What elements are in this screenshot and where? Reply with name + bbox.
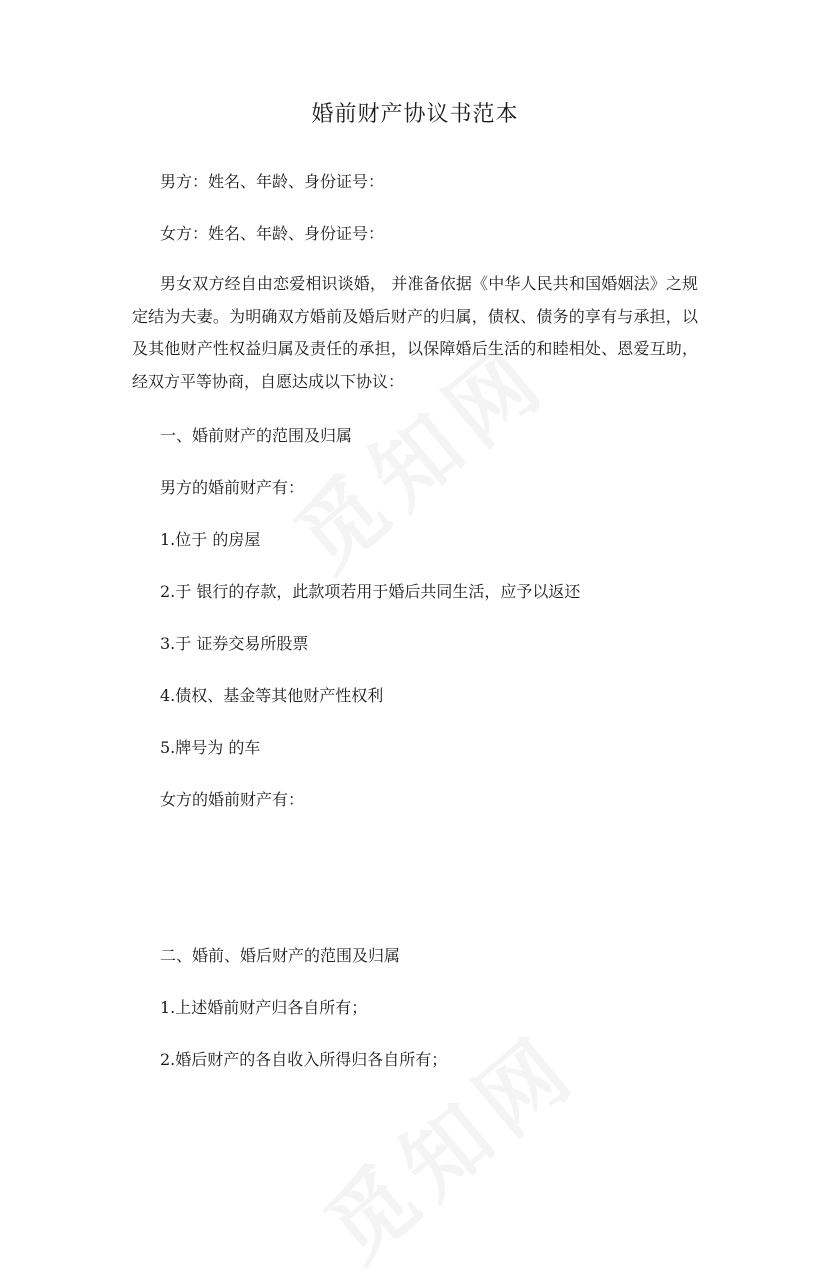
list-item: 1.上述婚前财产归各自所有；: [160, 998, 368, 1017]
preamble-paragraph: 男女双方经自由恋爱相识谈婚， 并准备依据《中华人民共和国婚姻法》之规定结为夫妻。为明确双方婚前及婚后财产的归属，债权、债务的享有与承担，以及其他财产性权益归属及责任的承担，以保障婚后生活的和睦相处、恩爱互助，经双方平等协商，自愿达成以下协议：: [132, 274, 698, 391]
list-item: 4.债权、基金等其他财产性权利: [160, 686, 384, 705]
watermark-bottom: [295, 1000, 600, 1284]
male-premarital-heading: 男方的婚前财产有：: [160, 478, 305, 497]
list-item: 2.婚后财产的各自收入所得归各自所有；: [160, 1050, 448, 1069]
section1-heading: 一、婚前财产的范围及归属: [160, 426, 353, 445]
section2-heading: 二、婚前、婚后财产的范围及归属: [160, 946, 401, 965]
list-item: 3.于 证券交易所股票: [160, 634, 309, 653]
female-premarital-heading: 女方的婚前财产有：: [160, 790, 305, 809]
female-party-line: 女方：姓名、年龄、身份证号：: [160, 224, 385, 243]
male-party-line: 男方：姓名、年龄、身份证号：: [160, 172, 385, 191]
document-title: 婚前财产协议书范本: [311, 102, 519, 127]
list-item: 2.于 银行的存款，此款项若用于婚后共同生活，应予以返还: [160, 582, 581, 601]
list-item: 5.牌号为 的车: [160, 738, 261, 757]
list-item: 1.位于 的房屋: [160, 530, 261, 549]
